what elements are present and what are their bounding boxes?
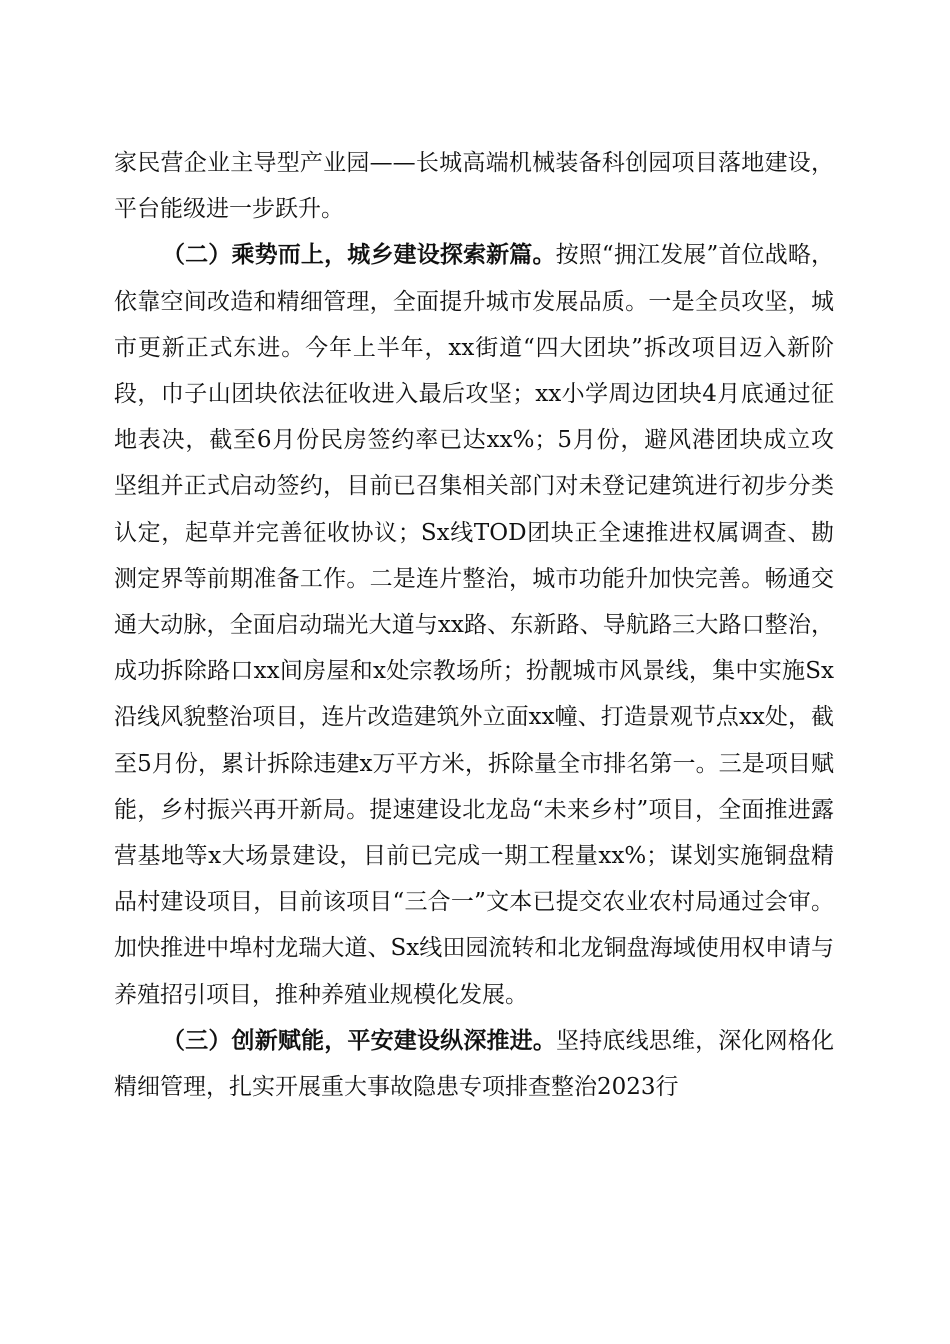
document-body bbox=[114, 140, 834, 1110]
paragraph-section-three bbox=[114, 1018, 834, 1110]
paragraph-text: 家民营企业主导型产业园——长城高端机械装备科创园项目落地建设，平台能级进一步跃升。 bbox=[114, 150, 834, 223]
paragraph-section-two bbox=[114, 232, 834, 1017]
paragraph-continuation bbox=[114, 140, 834, 232]
paragraph-text: 按照“拥江发展”首位战略，依靠空间改造和精细管理，全面提升城市发展品质。一是全员攻坚，城市更新正式东进。今年上半年，xx街道“四大团块”拆改项目迈入新阶段，巾子山团块依法征收进入最后攻坚；xx小学周边团块4月底通过征地表决，截至6月份民房签约率已达xx%；5月份，避风港团块成立攻坚组并正式启动签约，目前已召集相关部门对未登记建筑进行初步分类认定，起草并完善征收协议；Sx线TOD团块正全速推进权属调查、勘测定界等前期准备工作。二是连片整治，城市功能升加快完善。畅通交通大动脉，全面启动瑞光大道与xx路、东新路、导航路三大路口整治，成功拆除路口xx间房屋和x处宗教场所；扮靓城市风景线，集中实施Sx沿线风貌整治项目，连片改造建筑外立面xx幢、打造景观节点xx处，截至5月份，累计拆除违建x万平方米，拆除量全市排名第一。三是项目赋能，乡村振兴再开新局。提速建设北龙岛“未来乡村”项目，全面推进露营基地等x大场景建设，目前已完成一期工程量xx%；谋划实施铜盘精品村建设项目，目前该项目“三合一”文本已提交农业农村局通过会审。加快推进中埠村龙瑞大道、Sx线田园流转和北龙铜盘海域使用权申请与养殖招引项目，推种养殖业规模化发展。 bbox=[114, 242, 834, 1008]
paragraph-text: 坚持底线思维，深化网格化精细管理，扎实开展重大事故隐患专项排查整治2023行 bbox=[114, 1027, 835, 1101]
section-heading-two: （二）乘势而上，城乡建设探索新篇。 bbox=[162, 241, 556, 269]
section-heading-three: （三）创新赋能，平安建设纵深推进。 bbox=[162, 1026, 557, 1054]
